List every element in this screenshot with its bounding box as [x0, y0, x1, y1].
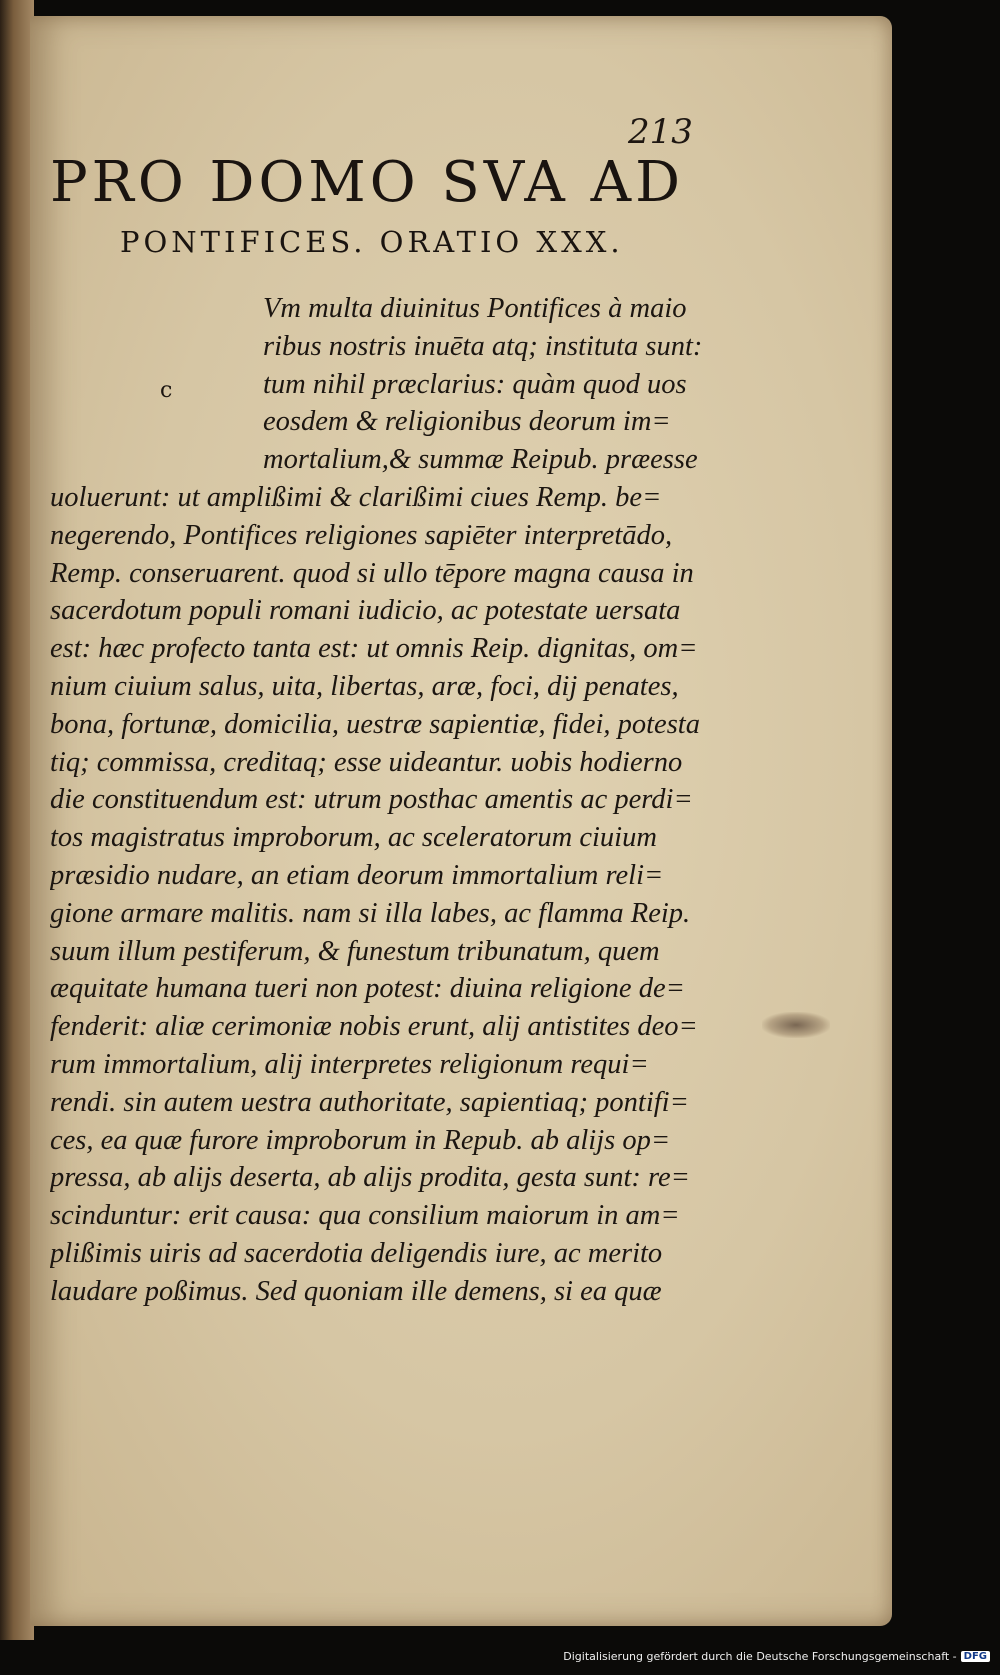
text-line: suum illum pestiferum, & funestum tribunatum, quem: [50, 935, 660, 967]
text-line: ribus nostris inuēta atq; instituta sunt:: [263, 330, 703, 362]
text-line: scinduntur: erit causa: qua consilium maiorum in am=: [50, 1200, 680, 1232]
text-line: die constituendum est: utrum posthac amentis ac perdi=: [50, 784, 693, 816]
text-line: negerendo, Pontifices religiones sapiēter interpretādo,: [50, 519, 673, 551]
text-line: Remp. conseruarent. quod si ullo tēpore magna causa in: [50, 557, 694, 589]
text-line: Vm multa diuinitus Pontifices à maio: [263, 293, 687, 324]
oration-title: PRO DOMO SVA AD: [50, 150, 684, 215]
ink-stain: [762, 1012, 830, 1038]
book-spine: [0, 0, 34, 1640]
text-line: gione armare malitis. nam si illa labes, ac flamma Reip.: [50, 897, 691, 929]
text-line: tiq; commissa, creditaq; esse uideantur. uobis hodierno: [50, 746, 683, 778]
text-line: præsidio nudare, an etiam deorum immortalium reli=: [50, 859, 664, 891]
dfg-logo: DFG: [961, 1651, 990, 1662]
body-text: [50, 290, 715, 1311]
text-line: æquitate humana tueri non potest: diuina religione de=: [50, 973, 685, 1005]
text-line: tos magistratus improborum, ac sceleratorum ciuium: [50, 822, 657, 854]
text-line: bona, fortunæ, domicilia, uestræ sapientiæ, fidei, potesta: [50, 708, 700, 740]
page-number: 213: [628, 112, 693, 152]
text-line: plißimis uiris ad sacerdotia deligendis iure, ac merito: [50, 1237, 663, 1269]
credit-text: Digitalisierung gefördert durch die Deutsche Forschungsgemeinschaft -: [563, 1650, 957, 1663]
text-line: eosdem & religionibus deorum im=: [263, 406, 671, 438]
text-line: tum nihil præclarius: quàm quod uos: [263, 368, 687, 400]
text-line: laudare poßimus. Sed quoniam ille demens, si ea quæ: [50, 1275, 662, 1307]
text-line: ces, ea quæ furore improborum in Repub. ab alijs op=: [50, 1124, 671, 1156]
text-line: mortalium,& summæ Reipub. præesse: [263, 444, 698, 476]
text-line: uoluerunt: ut amplißimi & clarißimi ciues Remp. be=: [50, 481, 662, 513]
text-line: pressa, ab alijs deserta, ab alijs prodita, gesta sunt: re=: [50, 1162, 690, 1194]
text-line: rum immortalium, alij interpretes religionum requi=: [50, 1048, 649, 1080]
text-line: sacerdotum populi romani iudicio, ac potestate uersata: [50, 595, 681, 627]
text-line: fenderit: aliæ cerimoniæ nobis erunt, alij antistites deo=: [50, 1011, 698, 1043]
margin-mark: c: [160, 378, 173, 403]
text-line: nium ciuium salus, uita, libertas, aræ, foci, dij penates,: [50, 670, 679, 702]
text-line: rendi. sin autem uestra authoritate, sapientiaq; pontifi=: [50, 1086, 689, 1118]
digitization-credit: [563, 1650, 990, 1663]
text-line: est: hæc profecto tanta est: ut omnis Reip. dignitas, om=: [50, 633, 698, 665]
oration-subtitle: PONTIFICES. ORATIO XXX.: [120, 225, 624, 259]
